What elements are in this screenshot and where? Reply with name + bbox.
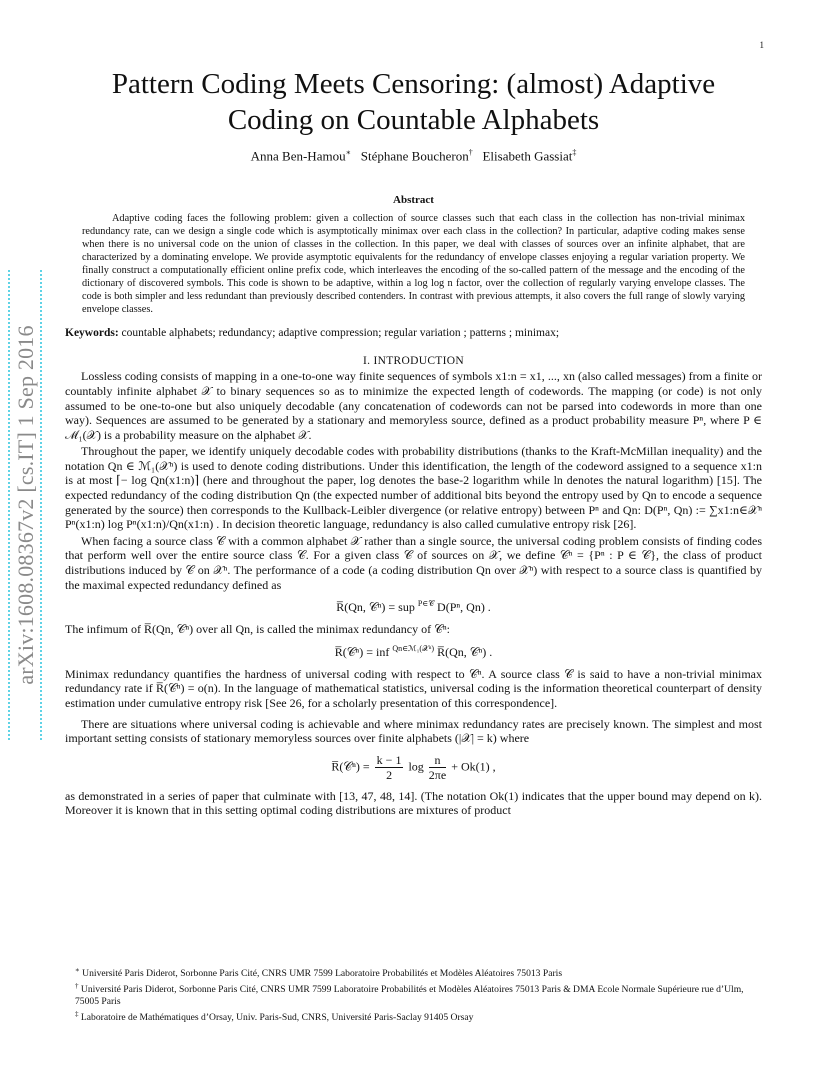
paragraph: Throughout the paper, we identify uniquely decodable codes with probability distributions (thanks to the Kraft-McMillan inequality) and the notation Qn ∈ ℳ₁(𝒳ⁿ) is used to denote coding distributions. Under this identification, the length of the codeword assigned to a sequence x1:n is at most ⌈− log Qn(x1:n)⌉ (here and throughout the paper, log denotes the base-2 logarithm while ln denotes the natural logarithm) [15]. The expected redundancy of the coding distribution Qn (the expected number of additional bits beyond the entropy used by Qn to encode a sequence generated by the source) then corresponds to the Kullback-Leibler divergence (or relative entropy) between Pⁿ and Qn: D(Pⁿ, Qn) := ∑x1:n∈𝒳ⁿ Pⁿ(x1:n) log Pⁿ(x1:n)/Qn(x1:n) . In decision theoretic language, redundancy is also called cumulative entropy risk [26]. — [65, 444, 762, 532]
arxiv-identifier: arXiv:1608.08367v2 [cs.IT] 1 Sep 2016 — [13, 325, 38, 685]
author-mark: ‡ — [572, 148, 577, 157]
page-number: 1 — [759, 40, 764, 50]
equation-minimax-redundancy — [65, 644, 762, 660]
paragraph: Minimax redundancy quantifies the hardness of universal coding with respect to 𝒞ⁿ. A source class 𝒞 is said to have a non-trivial minimax redundancy rate if R̅(𝒞ⁿ) = o(n). In the language of mathematical statistics, universal coding is the information theoretical counterpart of density estimation under cumulative entropy risk [See 26, for a scholarly presentation of this correspondence]. — [65, 666, 762, 711]
footnote: ∗ Université Paris Diderot, Sorbonne Paris Cité, CNRS UMR 7599 Laboratoire Probabilités et Modèles Aléatoires 75013 Paris — [75, 966, 563, 980]
author-name: Elisabeth Gassiat — [482, 148, 573, 164]
abstract-text: Adaptive coding faces the following problem: given a collection of source classes such that each class in the collection has non-trivial minimax redundancy rate, can we design a single code which is asymptotically minimax over each class in the collection? In particular, adaptive coding makes sense when there is no universal code on the union of classes in the collection. In this paper, we deal with classes of sources over an infinite alphabet, that are characterized by a dominating envelope. We provide asymptotic equivalents for the redundancy of envelope classes enjoying a regular variation property. We finally construct a computationally efficient online prefix code, which interleaves the encoding of the so-called pattern of the message and the encoding of the dictionary of discovered symbols. This code is shown to be adaptive, within a log log n factor, over the collection of regularly varying envelope classes. The code is both simpler and less redundant than previously described contenders. In contrast with previous attempts, it also covers the full range of slowly varying envelope classes. — [82, 213, 745, 316]
paragraph: The infimum of R̅(Qn, 𝒞ⁿ) over all Qn, is called the minimax redundancy of 𝒞ⁿ: — [65, 622, 450, 637]
footnotes — [65, 964, 762, 1025]
footnote: ‡ Laboratoire de Mathématiques d’Orsay, Univ. Paris-Sud, CNRS, Université Paris-Saclay 91405 Orsay — [75, 1010, 474, 1024]
equation-subscript: P∈𝒞 — [417, 599, 435, 609]
equation-rhs: + Ok(1) , — [451, 759, 496, 774]
equation-lhs: R̅(𝒞ⁿ) = — [331, 759, 370, 774]
author-mark: ∗ — [345, 148, 352, 157]
equation-maximal-redundancy — [65, 599, 762, 615]
equation-finite-alphabet — [65, 753, 762, 782]
footnote: † Université Paris Diderot, Sorbonne Paris Cité, CNRS UMR 7599 Laboratoire Probabilités et Modèles Aléatoires 75013 Paris & DMA Ecole Normale Supérieure rue d’Ulm, 75005 Paris — [75, 982, 744, 1008]
keywords-text: countable alphabets; redundancy; adaptive compression; regular variation ; patterns ; minimax; — [121, 327, 560, 340]
log-operator: log — [408, 759, 424, 774]
author-mark: † — [468, 148, 473, 157]
keywords-label: Keywords: — [65, 327, 119, 340]
equation-lhs: R̅(Qn, 𝒞ⁿ) = sup — [336, 600, 415, 615]
title-line-2: Coding on Countable Alphabets — [227, 104, 600, 136]
paper-body — [65, 66, 762, 818]
author-name: Anna Ben-Hamou — [250, 148, 346, 164]
fraction: $\frac{n}{2\pi e}$ — [428, 752, 447, 782]
author-name: Stéphane Boucheron — [360, 148, 469, 164]
equation-subscript: Qn∈ℳ₁(𝒳ⁿ) — [392, 643, 435, 653]
paragraph: as demonstrated in a series of paper that culminate with [13, 47, 48, 14]. (The notation Ok(1) indicates that the upper bound may depend on k). Moreover it is known that in this setting optimal coding distributions are mixtures of product — [65, 788, 762, 818]
paper-title — [65, 66, 762, 138]
keywords — [65, 327, 762, 339]
paragraph: When facing a source class 𝒞 with a common alphabet 𝒳 rather than a single source, the universal coding problem consists of finding codes that perform well over the entire source class 𝒞. For a given class 𝒞 of sources on 𝒳, we define 𝒞ⁿ = {Pⁿ : P ∈ 𝒞}, the class of product distributions induced by 𝒞 on 𝒳ⁿ. The performance of a code (a coding distribution Qn over 𝒳ⁿ) with respect to a source class is quantified by the maximal expected redundancy defined as — [65, 533, 762, 592]
fraction: $\frac{k - 1}{2}$ — [376, 752, 402, 782]
title-line-1: Pattern Coding Meets Censoring: (almost) Adaptive — [111, 68, 716, 100]
abstract-heading: Abstract — [393, 194, 434, 207]
equation-rhs: D(Pⁿ, Qn) . — [437, 600, 491, 615]
equation-lhs: R̅(𝒞ⁿ) = inf — [334, 644, 390, 659]
equation-rhs: R̅(Qn, 𝒞ⁿ) . — [437, 644, 493, 659]
stamp-dash-left — [8, 270, 10, 740]
section-heading: I. INTRODUCTION — [363, 355, 464, 368]
paragraph: There are situations where universal coding is achievable and where minimax redundancy rates are precisely known. The simplest and most important setting consists of stationary memoryless sources over finite alphabets (|𝒳| = k) where — [65, 716, 762, 746]
stamp-dash-right — [40, 270, 42, 740]
arxiv-stamp — [0, 270, 52, 740]
paragraph: Lossless coding consists of mapping in a one-to-one way finite sequences of symbols x1:n = x1, ..., xn (also called messages) from a finite or countably infinite alphabet 𝒳 to binary sequences so as to minimize the expected length of codewords. The mapping (or code) is not only assumed to be one-to-one but also uniquely decodable (any concatenation of codewords can not be parsed into codewords in more than one way). Sequences are assumed to be generated by a stationary and memoryless source, defined as a product probability measure Pⁿ, where P ∈ ℳ₁(𝒳) is a probability measure on the alphabet 𝒳. — [65, 369, 762, 442]
author-list — [65, 148, 762, 164]
